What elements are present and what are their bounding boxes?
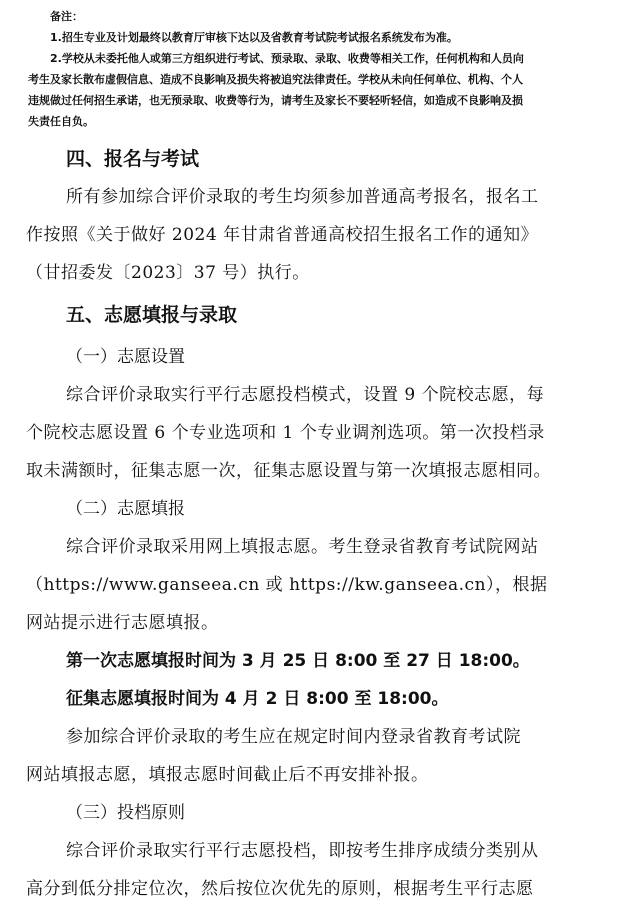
section-4-heading: 四、报名与考试 xyxy=(66,148,200,170)
section-5-sub-1-line-2: 个院校志愿设置 6 个专业选项和 1 个专业调剂选项。第一次投档录 xyxy=(26,423,545,443)
section-5-sub-3-heading: （三）投档原则 xyxy=(66,803,185,823)
section-5-sub-1-line-3: 取未满额时，征集志愿一次，征集志愿设置与第一次填报志愿相同。 xyxy=(26,461,551,481)
notes-item-2-line-4: 失责任自负。 xyxy=(28,115,94,128)
section-5-sub-2-line-1: 综合评价录取采用网上填报志愿。考生登录省教育考试院网站 xyxy=(66,537,539,557)
section-5-sub-3-line-1: 综合评价录取实行平行志愿投档，即按考生排序成绩分类别从 xyxy=(66,841,539,861)
section-4-line-1: 所有参加综合评价录取的考生均须参加普通高考报名，报名工 xyxy=(66,187,539,207)
section-5-sub-3-line-2: 高分到低分排定位次，然后按位次优先的原则，根据考生平行志愿 xyxy=(26,879,534,899)
notes-item-1: 1.招生专业及计划最终以教育厅审核下达以及省教育考试院考试报名系统发布为准。 xyxy=(50,31,458,44)
section-5-sub-2-line-5: 网站填报志愿，填报志愿时间截止后不再安排补报。 xyxy=(26,765,429,785)
notes-item-2-line-1: 2.学校从未委托他人或第三方组织进行考试、预录取、录取、收费等相关工作，任何机构和人员向 xyxy=(50,52,524,65)
section-5-sub-1-heading: （一）志愿设置 xyxy=(66,347,185,367)
section-5-heading: 五、志愿填报与录取 xyxy=(66,304,238,326)
notes-block xyxy=(28,6,613,132)
section-4-line-3: （甘招委发〔2023〕37 号）执行。 xyxy=(26,263,310,283)
notes-title: 备注： xyxy=(50,10,83,23)
notes-item-2-line-2: 考生及家长散布虚假信息、造成不良影响及损失将被追究法律责任。学校从未向任何单位、机构、个人 xyxy=(28,73,523,86)
section-4-line-2: 作按照《关于做好 2024 年甘肃省普通高校招生报名工作的通知》 xyxy=(26,225,539,245)
section-5-sub-2-heading: （二）志愿填报 xyxy=(66,499,185,519)
section-5-sub-2-line-2: （https://www.ganseea.cn 或 https://kw.ganseea.cn），根据 xyxy=(26,575,548,595)
notes-item-2-line-3: 违规做过任何招生承诺，也无预录取、收费等行为，请考生及家长不要轻听轻信，如造成不良影响及损 xyxy=(28,94,523,107)
supplementary-application-time: 征集志愿填报时间为 4 月 2 日 8:00 至 18:00。 xyxy=(66,689,449,709)
first-application-time: 第一次志愿填报时间为 3 月 25 日 8:00 至 27 日 18:00。 xyxy=(66,651,530,671)
section-5-sub-2-line-3: 网站提示进行志愿填报。 xyxy=(26,613,219,633)
section-5-sub-2-line-4: 参加综合评价录取的考生应在规定时间内登录省教育考试院 xyxy=(66,727,521,747)
section-5-sub-1-line-1: 综合评价录取实行平行志愿投档模式，设置 9 个院校志愿，每 xyxy=(66,385,545,405)
